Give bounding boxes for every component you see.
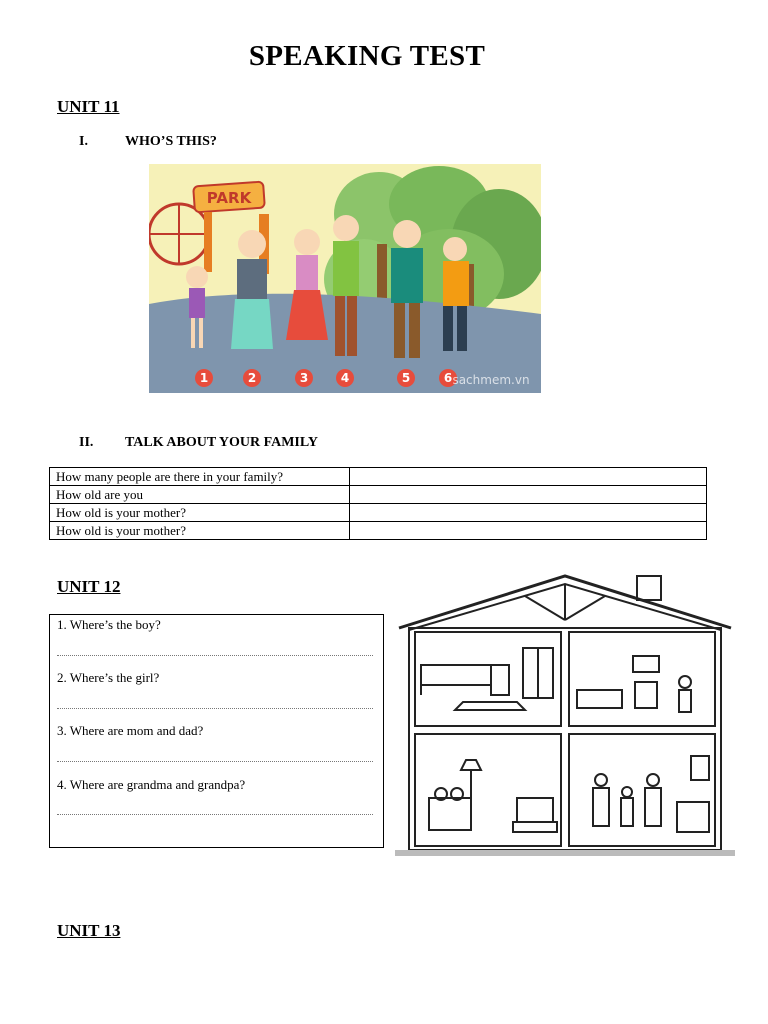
table-row — [50, 504, 707, 522]
answer-line-4[interactable] — [57, 814, 373, 815]
answer-line-2[interactable] — [57, 708, 373, 709]
question-4: 4. Where are grandma and grandpa? — [57, 777, 246, 792]
section-number: II. — [79, 435, 94, 450]
unit-11-heading: UNIT 11 — [57, 97, 120, 116]
family-questions-table — [49, 467, 707, 540]
person-number-6: 6 — [443, 371, 453, 385]
section-who-is-this — [79, 134, 217, 150]
answer-line-1[interactable] — [57, 655, 373, 656]
person-number-5: 5 — [401, 371, 411, 385]
page-title: SPEAKING TEST — [248, 40, 486, 72]
unit-13-heading: UNIT 13 — [57, 921, 121, 940]
answer-line-3[interactable] — [57, 761, 373, 762]
section-label: TALK ABOUT YOUR FAMILY — [125, 435, 319, 450]
answer-cell[interactable] — [350, 522, 707, 540]
location-questions-box — [49, 614, 384, 848]
family-park-illustration — [149, 164, 541, 393]
answer-cell[interactable] — [350, 486, 707, 504]
park-sign-text: PARK — [206, 189, 252, 207]
question-cell: How old is your mother? — [50, 522, 350, 540]
question-cell: How many people are there in your family? — [50, 468, 350, 486]
unit-12-heading: UNIT 12 — [57, 577, 121, 596]
person-number-1: 1 — [199, 371, 209, 385]
person-number-4: 4 — [340, 371, 350, 385]
watermark: sachmem.vn — [452, 373, 530, 387]
house-cross-section-illustration — [395, 570, 735, 858]
table-row — [50, 486, 707, 504]
question-1: 1. Where’s the boy? — [57, 617, 161, 632]
question-3: 3. Where are mom and dad? — [57, 723, 204, 738]
table-row — [50, 522, 707, 540]
section-number: I. — [79, 134, 88, 149]
question-cell: How old are you — [50, 486, 350, 504]
question-cell: How old is your mother? — [50, 504, 350, 522]
question-2: 2. Where’s the girl? — [57, 670, 160, 685]
person-number-3: 3 — [299, 371, 309, 385]
table-row — [50, 468, 707, 486]
answer-cell[interactable] — [350, 468, 707, 486]
answer-cell[interactable] — [350, 504, 707, 522]
person-number-2: 2 — [247, 371, 257, 385]
section-talk-about-family — [79, 435, 318, 451]
section-label: WHO’S THIS? — [125, 134, 217, 149]
